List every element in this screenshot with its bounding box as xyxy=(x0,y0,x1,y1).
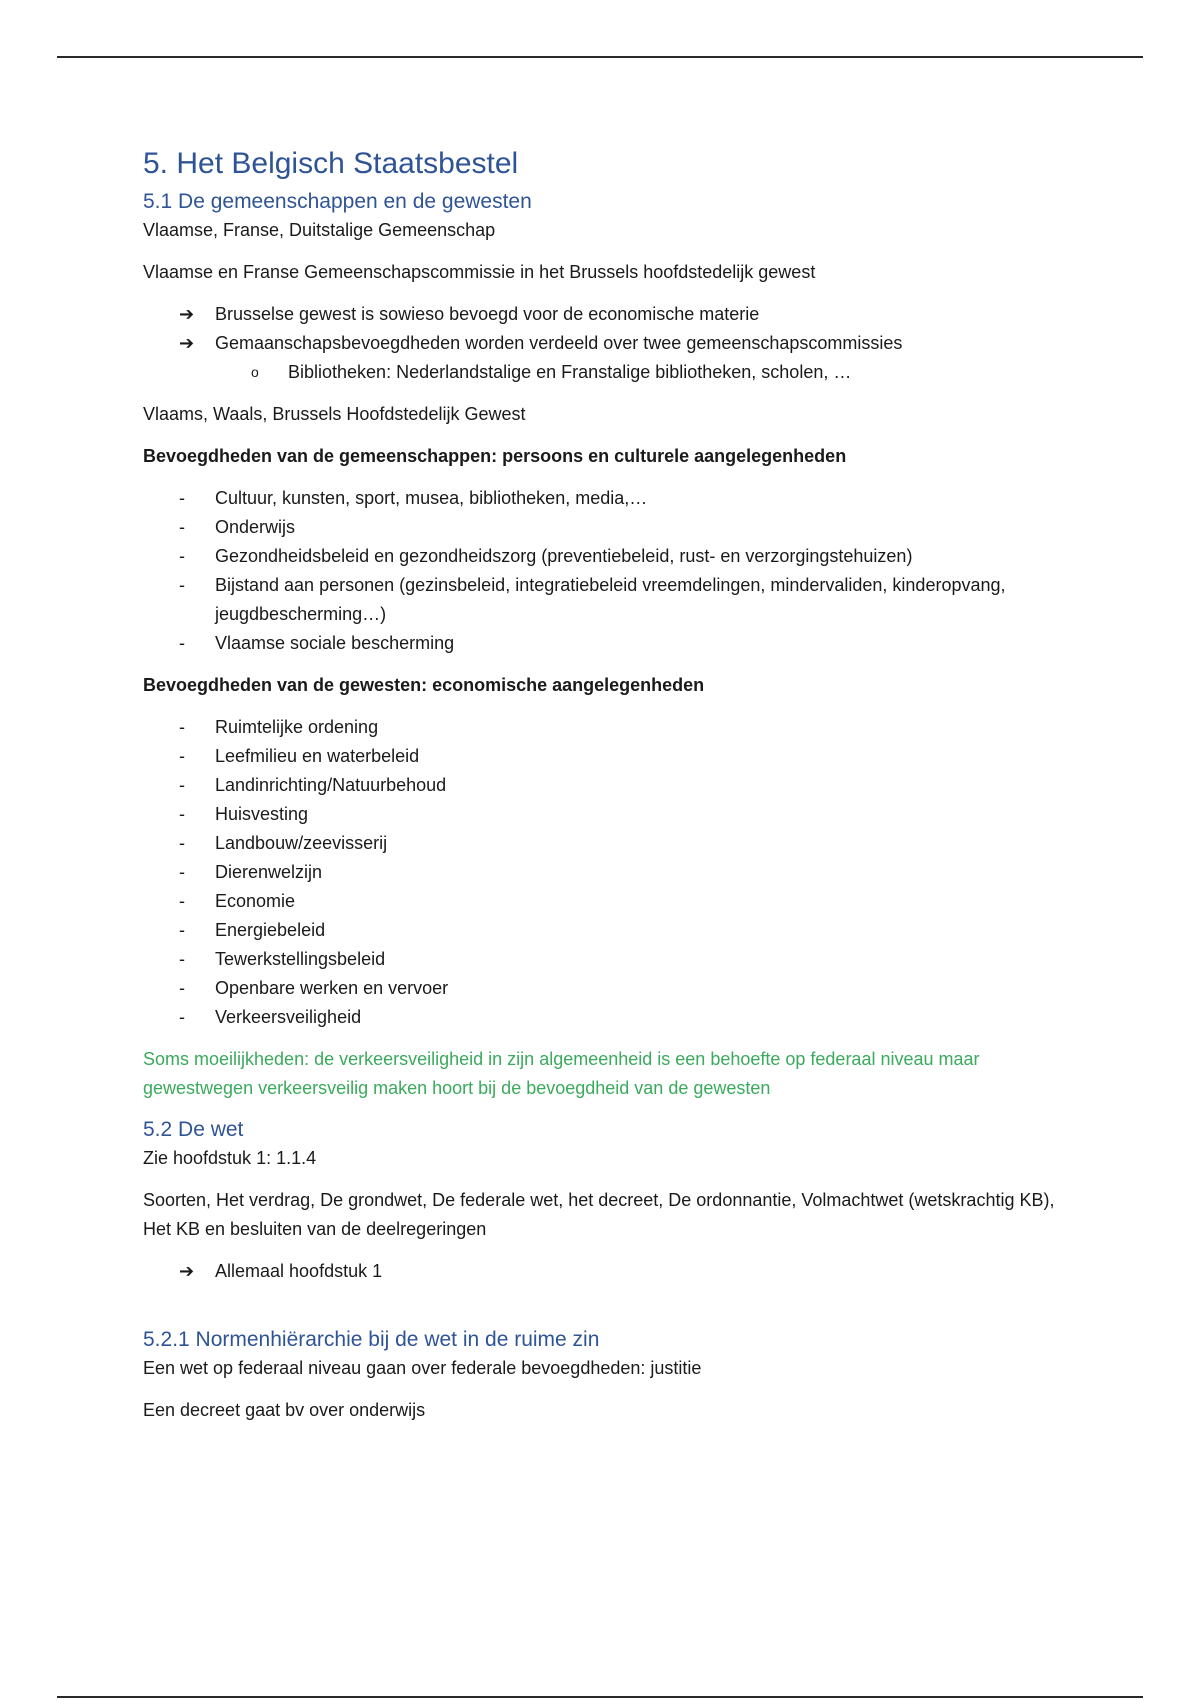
paragraph: Soorten, Het verdrag, De grondwet, De federale wet, het decreet, De ordonnantie, Volmachtwet (wetskrachtig KB), Het KB en besluiten van de deelregeringen xyxy=(143,1190,1055,1239)
list-item: - Openbare werken en vervoer xyxy=(143,974,1073,1003)
note-paragraph: Soms moeilijkheden: de verkeersveiligheid in zijn algemeenheid is een behoefte op federaal niveau maar gewestwegen verkeersveilig maken hoort bij de bevoegdheid van de gewesten xyxy=(143,1049,980,1098)
list-item: - Cultuur, kunsten, sport, musea, bibliotheken, media,… xyxy=(143,484,1073,513)
dash-bullet-icon: - xyxy=(179,949,185,969)
dash-bullet-icon: - xyxy=(179,488,185,508)
list-item: - Tewerkstellingsbeleid xyxy=(143,945,1073,974)
arrow-icon: ➔ xyxy=(179,333,195,353)
arrow-icon: ➔ xyxy=(179,304,195,324)
list-item: - Bijstand aan personen (gezinsbeleid, integratiebeleid vreemdelingen, mindervaliden, kinderopvang, jeugdbescherming…) xyxy=(143,571,1073,629)
list-item: - Economie xyxy=(143,887,1073,916)
paragraph: Een wet op federaal niveau gaan over federale bevoegdheden: justitie xyxy=(143,1358,702,1378)
list-item: o Bibliotheken: Nederlandstalige en Franstalige bibliotheken, scholen, … xyxy=(143,358,1073,387)
list-item: - Onderwijs xyxy=(143,513,1073,542)
paragraph: Vlaams, Waals, Brussels Hoofdstedelijk Gewest xyxy=(143,404,526,424)
section-heading-5-2: 5.2 De wet xyxy=(143,1118,244,1141)
header-rule xyxy=(57,56,1143,58)
communities-list xyxy=(143,484,1073,658)
paragraph: Vlaamse, Franse, Duitstalige Gemeenschap xyxy=(143,220,496,240)
list-item: ➔ Gemaanschapsbevoegdheden worden verdeeld over twee gemeenschapscommissies xyxy=(143,329,1073,358)
list-item: - Vlaamse sociale bescherming xyxy=(143,629,1073,658)
list-item: - Ruimtelijke ordening xyxy=(143,713,1073,742)
footer-rule xyxy=(57,1696,1143,1698)
arrow-list xyxy=(143,300,1073,387)
list-item: - Landinrichting/Natuurbehoud xyxy=(143,771,1073,800)
dash-bullet-icon: - xyxy=(179,746,185,766)
arrow-list xyxy=(143,1257,1073,1286)
subheading-regions: Bevoegdheden van de gewesten: economische aangelegenheden xyxy=(143,675,705,695)
list-item: ➔ Allemaal hoofdstuk 1 xyxy=(143,1257,1073,1286)
dash-bullet-icon: - xyxy=(179,891,185,911)
list-item: - Leefmilieu en waterbeleid xyxy=(143,742,1073,771)
dash-bullet-icon: - xyxy=(179,546,185,566)
list-item: - Huisvesting xyxy=(143,800,1073,829)
dash-bullet-icon: - xyxy=(179,804,185,824)
list-item: - Energiebeleid xyxy=(143,916,1073,945)
list-item: ➔ Brusselse gewest is sowieso bevoegd voor de economische materie xyxy=(143,300,1073,329)
paragraph: Een decreet gaat bv over onderwijs xyxy=(143,1400,426,1420)
dash-bullet-icon: - xyxy=(179,775,185,795)
dash-bullet-icon: - xyxy=(179,575,185,595)
dash-bullet-icon: - xyxy=(179,920,185,940)
list-item: - Verkeersveiligheid xyxy=(143,1003,1073,1032)
list-item: - Gezondheidsbeleid en gezondheidszorg (preventiebeleid, rust- en verzorgingstehuizen) xyxy=(143,542,1073,571)
list-item: - Landbouw/zeevisserij xyxy=(143,829,1073,858)
regions-list xyxy=(143,713,1073,1032)
list-item: - Dierenwelzijn xyxy=(143,858,1073,887)
paragraph: Zie hoofdstuk 1: 1.1.4 xyxy=(143,1148,317,1168)
page-title: 5. Het Belgisch Staatsbestel xyxy=(143,147,519,180)
dash-bullet-icon: - xyxy=(179,862,185,882)
circle-bullet-icon: o xyxy=(251,364,259,380)
dash-bullet-icon: - xyxy=(179,1007,185,1027)
section-heading-5-1: 5.1 De gemeenschappen en de gewesten xyxy=(143,190,532,213)
paragraph: Vlaamse en Franse Gemeenschapscommissie in het Brussels hoofdstedelijk gewest xyxy=(143,262,816,282)
dash-bullet-icon: - xyxy=(179,717,185,737)
document-body xyxy=(143,146,1073,1425)
dash-bullet-icon: - xyxy=(179,978,185,998)
arrow-icon: ➔ xyxy=(179,1261,195,1281)
dash-bullet-icon: - xyxy=(179,833,185,853)
dash-bullet-icon: - xyxy=(179,633,185,653)
dash-bullet-icon: - xyxy=(179,517,185,537)
section-heading-5-2-1: 5.2.1 Normenhiërarchie bij de wet in de ruime zin xyxy=(143,1328,600,1351)
subheading-communities: Bevoegdheden van de gemeenschappen: persoons en culturele aangelegenheden xyxy=(143,446,847,466)
